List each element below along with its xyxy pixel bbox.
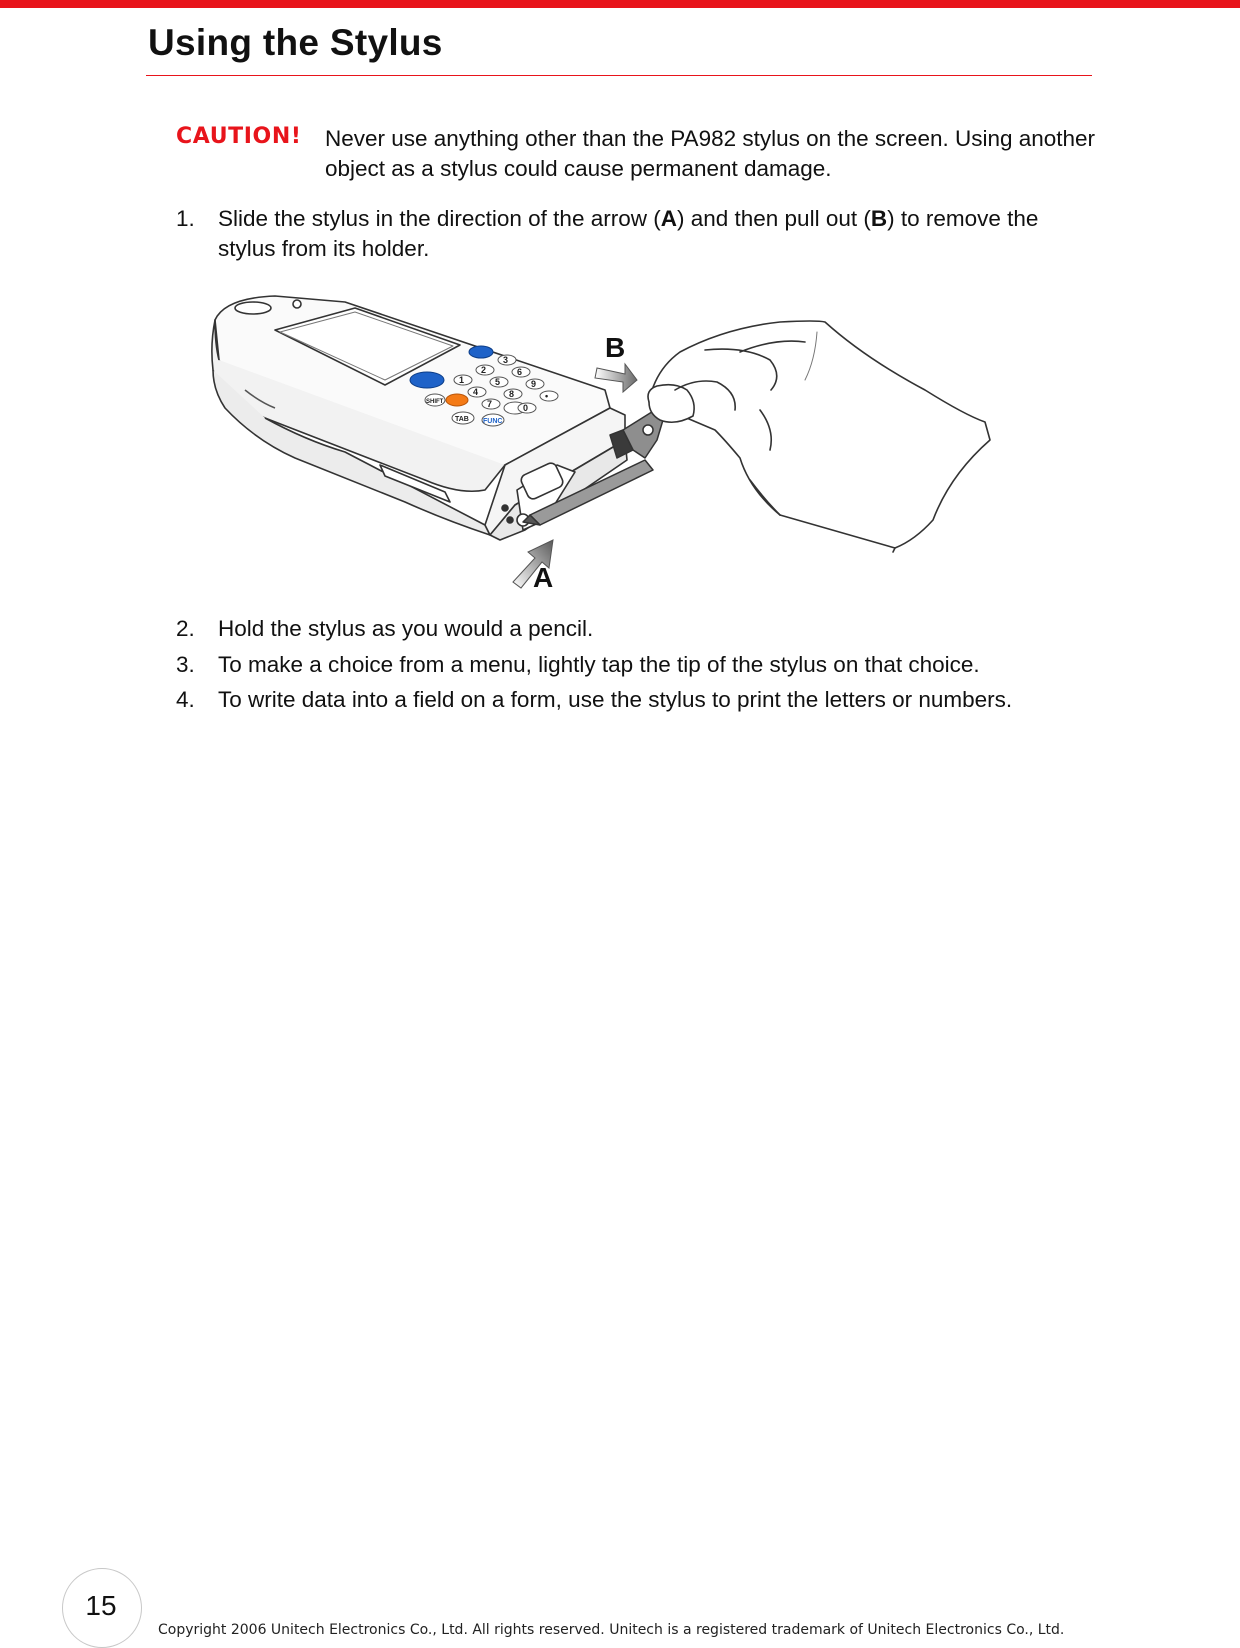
page-number: 15 <box>85 1590 117 1621</box>
key-label: 2 <box>481 365 487 375</box>
step-1-text-before: Slide the stylus in the direction of the arrow ( <box>218 206 661 231</box>
step-number: 2. <box>176 616 195 641</box>
key-label: 5 <box>495 377 501 387</box>
step-text: To write data into a field on a form, use the stylus to print the letters or numbers. <box>218 687 1013 712</box>
key-label: FUNC <box>483 418 503 425</box>
key-label: • <box>545 391 549 401</box>
arrow-a <box>513 540 553 593</box>
step-1-label-b: B <box>870 206 888 231</box>
page-title: Using the Stylus <box>148 22 443 63</box>
hand <box>648 321 990 552</box>
title-rule <box>146 75 1092 76</box>
step-number: 4. <box>176 687 195 712</box>
arrow-b <box>595 332 637 392</box>
stylus-removal-illustration <box>205 290 1095 625</box>
key-label: 0 <box>523 403 529 413</box>
key-label: 8 <box>509 389 515 399</box>
key-label: TAB <box>455 416 469 423</box>
key-label: 3 <box>503 355 509 365</box>
step-1-label-a: A <box>660 206 677 231</box>
caution-label: CAUTION! <box>176 124 302 149</box>
step-1-text-after: ) to remove the stylus from its holder. <box>218 206 1039 261</box>
arrow-a-label: A <box>533 562 554 593</box>
key-label: SHIFT <box>426 399 444 405</box>
key-label: 4 <box>473 387 479 397</box>
copyright-notice: Copyright 2006 Unitech Electronics Co., Ltd. All rights reserved. Unitech is a registered trademark of Unitech Electronics Co., Ltd. <box>158 1622 1065 1638</box>
step-1-text-mid: ) and then pull out ( <box>676 206 871 231</box>
step-number: 3. <box>176 652 195 677</box>
key-label: 1 <box>459 375 465 385</box>
caution-text: Never use anything other than the PA982 stylus on the screen. Using another object as a stylus could cause permanent damage. <box>325 126 1096 181</box>
key-label: 9 <box>531 379 537 389</box>
step-text: To make a choice from a menu, lightly tap the tip of the stylus on that choice. <box>218 652 980 677</box>
top-accent-bar <box>0 0 1240 8</box>
key-label: 6 <box>517 367 523 377</box>
arrow-b-label: B <box>605 332 626 363</box>
step-text: Hold the stylus as you would a pencil. <box>218 616 594 641</box>
step-text <box>218 204 1098 264</box>
key-label: 7 <box>487 399 493 409</box>
step-number: 1. <box>176 206 195 231</box>
